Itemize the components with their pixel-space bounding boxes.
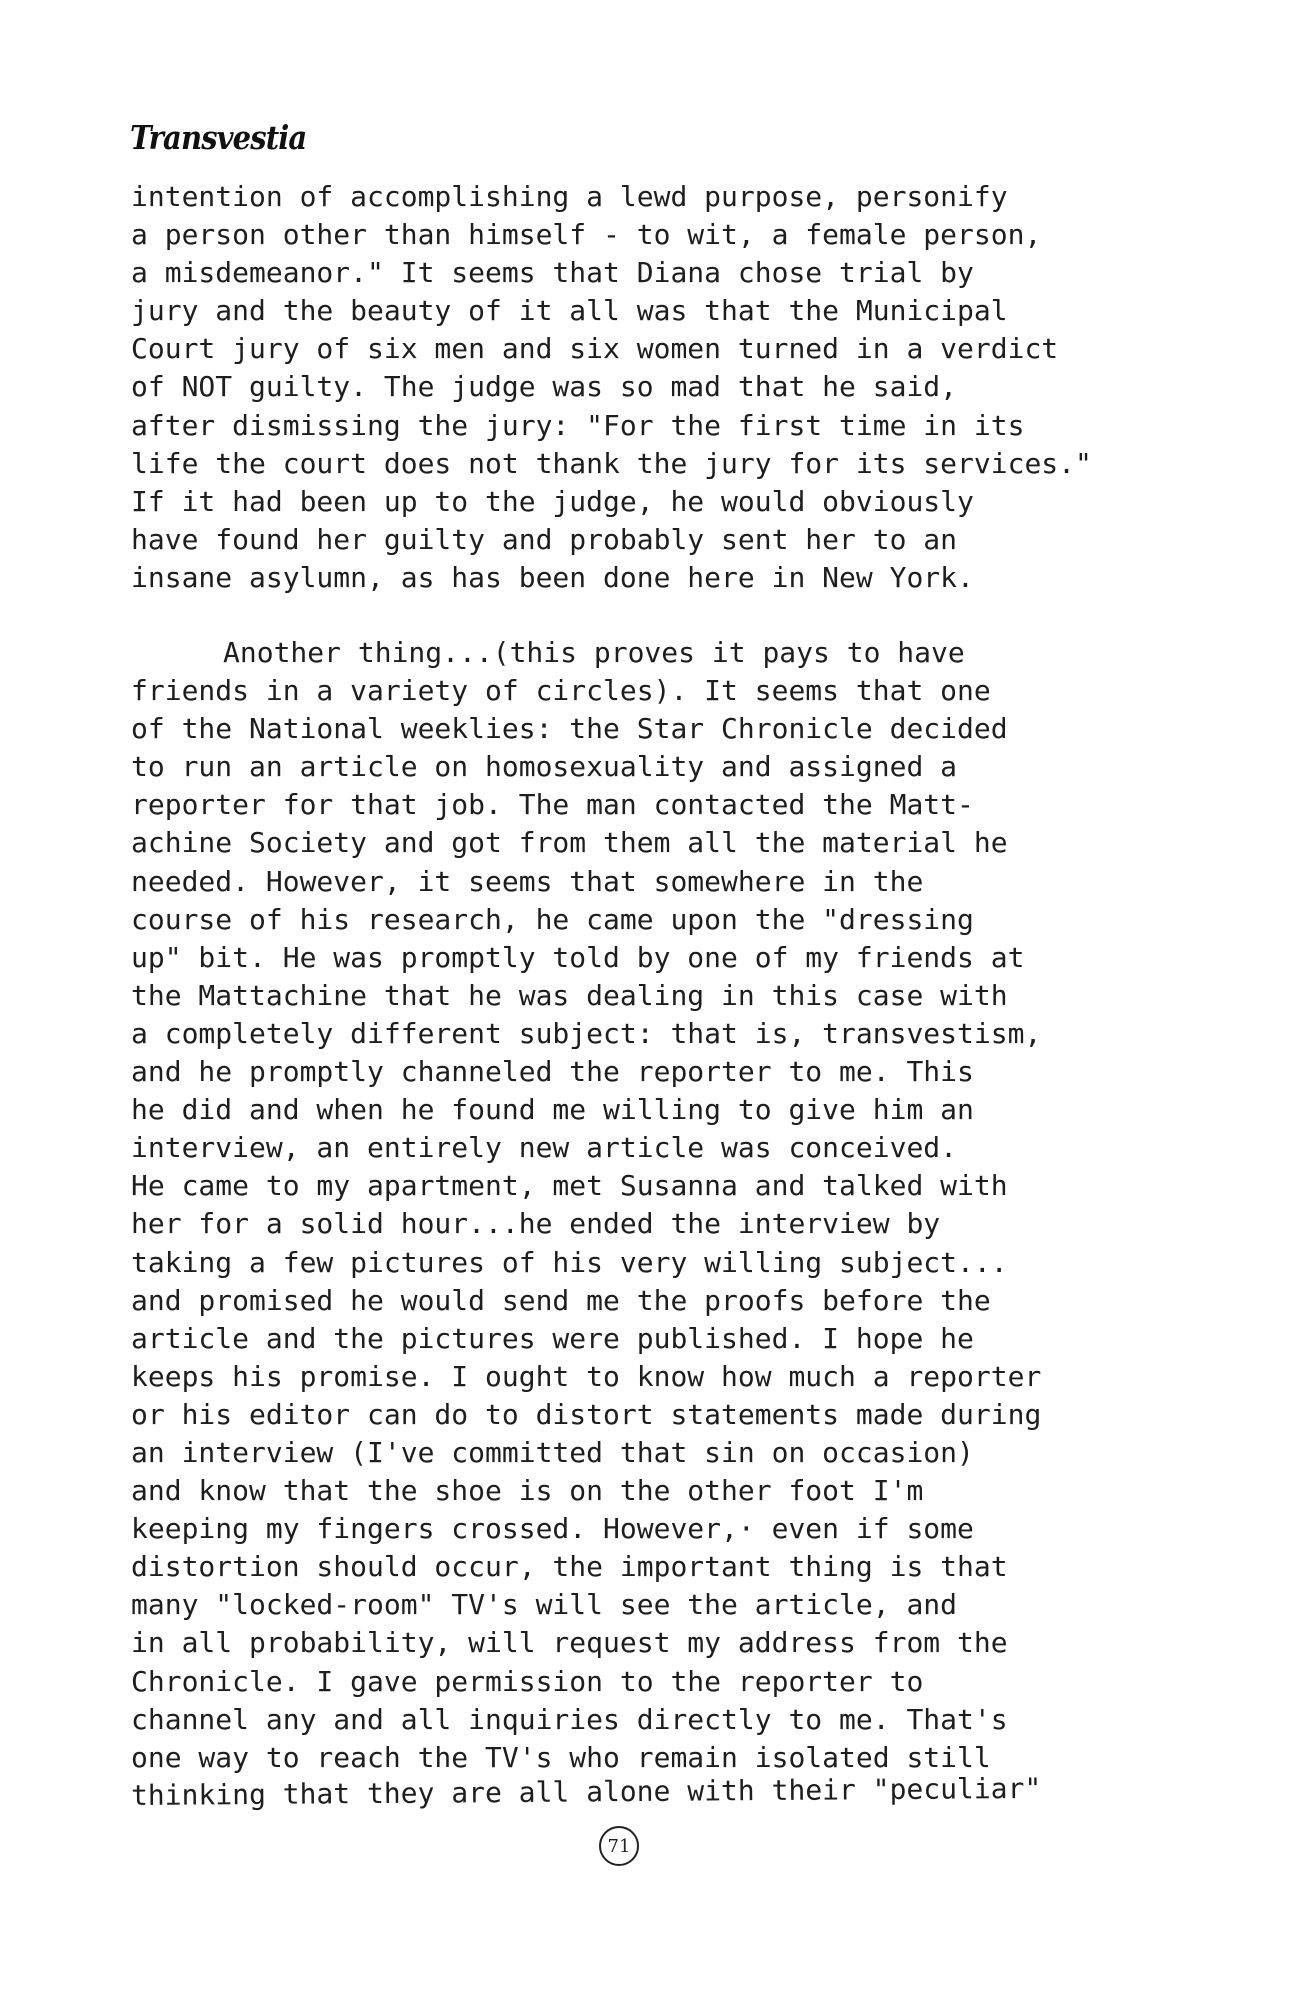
text-line: and promised he would send me the proofs before the <box>131 1283 991 1317</box>
text-line: many "locked-room" TV's will see the article, and <box>131 1588 958 1622</box>
text-line: the Mattachine that he was dealing in this case with <box>131 978 1008 1012</box>
text-line: of the National weeklies: the Star Chronicle decided <box>131 712 1008 746</box>
text-line: a misdemeanor." It seems that Diana chose trial by <box>131 256 974 290</box>
text-line: have found her guilty and probably sent her to an <box>131 522 958 556</box>
text-line: a person other than himself - to wit, a female person, <box>131 218 1042 252</box>
text-line: of NOT guilty. The judge was so mad that he said, <box>131 370 958 404</box>
text-line: insane asylumn, as has been done here in New York. <box>131 560 974 594</box>
text-line: in all probability, will request my address from the <box>131 1626 1008 1660</box>
text-line: article and the pictures were published. I hope he <box>131 1321 974 1355</box>
text-line: needed. However, it seems that somewhere in the <box>131 864 924 898</box>
text-line: keeps his promise. I ought to know how much a reporter <box>131 1359 1042 1393</box>
text-line: after dismissing the jury: "For the first time in its <box>131 408 1025 442</box>
text-line: thinking that they are all alone with their "peculiar" <box>130 1771 1042 1812</box>
text-line: one way to reach the TV's who remain isolated still <box>131 1740 991 1774</box>
paragraph-1 <box>131 178 1211 597</box>
text-line: jury and the beauty of it all was that the Municipal <box>131 294 1008 328</box>
page-number: 71 <box>599 1826 639 1866</box>
text-line: or his editor can do to distort statements made during <box>131 1397 1042 1431</box>
text-line: distortion should occur, the important thing is that <box>131 1550 1008 1584</box>
text-line: keeping my fingers crossed. However,· even if some <box>131 1512 974 1546</box>
text-line: channel any and all inquiries directly to me. That's <box>131 1702 1008 1736</box>
text-line: reporter for that job. The man contacted the Matt- <box>131 788 974 822</box>
text-line: taking a few pictures of his very willing subject... <box>131 1245 1008 1279</box>
text-line: a completely different subject: that is, transvestism, <box>131 1016 1042 1050</box>
text-line: Chronicle. I gave permission to the reporter to <box>131 1664 924 1698</box>
text-line: he did and when he found me willing to give him an <box>131 1093 974 1127</box>
text-line: and he promptly channeled the reporter to me. This <box>131 1055 974 1089</box>
text-line: interview, an entirely new article was conceived. <box>131 1131 958 1165</box>
text-line: to run an article on homosexuality and assigned a <box>131 750 958 784</box>
text-line: life the court does not thank the jury for its services." <box>131 446 1092 480</box>
magazine-masthead: Transvestia <box>130 118 307 157</box>
text-line: her for a solid hour...he ended the interview by <box>131 1207 941 1241</box>
text-line: up" bit. He was promptly told by one of my friends at <box>131 940 1025 974</box>
text-line: an interview (I've committed that sin on occasion) <box>131 1435 974 1469</box>
text-line: If it had been up to the judge, he would obviously <box>131 484 974 518</box>
text-line: Another thing...(this proves it pays to have <box>223 636 965 669</box>
text-line: He came to my apartment, met Susanna and talked with <box>131 1169 1008 1203</box>
text-line: and know that the shoe is on the other foot I'm <box>131 1474 924 1508</box>
paragraph-2 <box>131 634 1211 1815</box>
text-line: intention of accomplishing a lewd purpose, personify <box>131 180 1008 213</box>
text-line: friends in a variety of circles). It seems that one <box>131 674 991 708</box>
text-line: course of his research, he came upon the "dressing <box>131 902 974 936</box>
text-line: Court jury of six men and six women turned in a verdict <box>131 332 1059 366</box>
text-line: achine Society and got from them all the material he <box>131 826 1008 860</box>
